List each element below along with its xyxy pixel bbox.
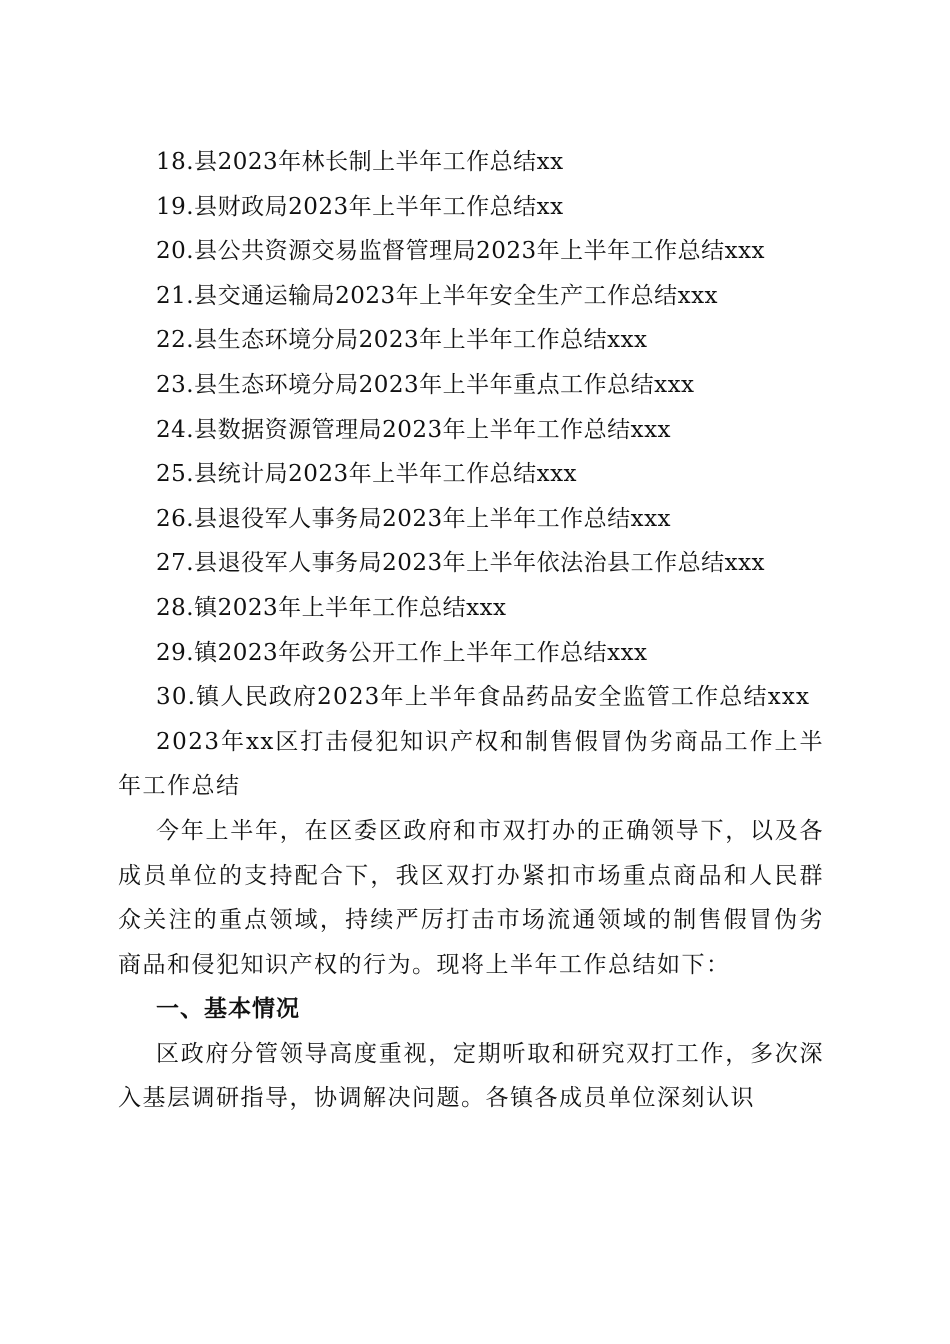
toc-item: 22.县生态环境分局2023年上半年工作总结xxx <box>156 327 648 354</box>
toc-item: 18.县2023年林长制上半年工作总结xx <box>156 149 564 175</box>
toc-item: 29.镇2023年政务公开工作上半年工作总结xxx <box>156 639 648 666</box>
document-body <box>118 140 824 1121</box>
toc-item: 24.县数据资源管理局2023年上半年工作总结xxx <box>156 416 672 443</box>
toc-item: 19.县财政局2023年上半年工作总结xx <box>156 193 564 220</box>
toc-item: 28.镇2023年上半年工作总结xxx <box>156 594 507 621</box>
toc-item: 23.县生态环境分局2023年上半年重点工作总结xxx <box>156 371 695 398</box>
toc-item: 25.县统计局2023年上半年工作总结xxx <box>156 461 578 488</box>
toc-item: 20.县公共资源交易监督管理局2023年上半年工作总结xxx <box>156 238 766 265</box>
article-title: 2023年xx区打击侵犯知识产权和制售假冒伪劣商品工作上半年工作总结 <box>118 728 824 800</box>
toc-item: 27.县退役军人事务局2023年上半年依法治县工作总结xxx <box>156 550 766 577</box>
toc-item: 30.镇人民政府2023年上半年食品药品安全监管工作总结xxx <box>156 684 811 711</box>
section-paragraph: 区政府分管领导高度重视，定期听取和研究双打工作，多次深入基层调研指导，协调解决问题。各镇各成员单位深刻认识 <box>118 1040 824 1112</box>
toc-item: 21.县交通运输局2023年上半年安全生产工作总结xxx <box>156 282 719 309</box>
section-heading: 一、基本情况 <box>156 996 300 1023</box>
toc-item: 26.县退役军人事务局2023年上半年工作总结xxx <box>156 505 672 532</box>
intro-paragraph: 今年上半年，在区委区政府和市双打办的正确领导下，以及各成员单位的支持配合下，我区双打办紧扣市场重点商品和人民群众关注的重点领域，持续严厉打击市场流通领域的制售假冒伪劣商品和侵犯知识产权的行为。现将上半年工作总结如下： <box>118 817 824 978</box>
